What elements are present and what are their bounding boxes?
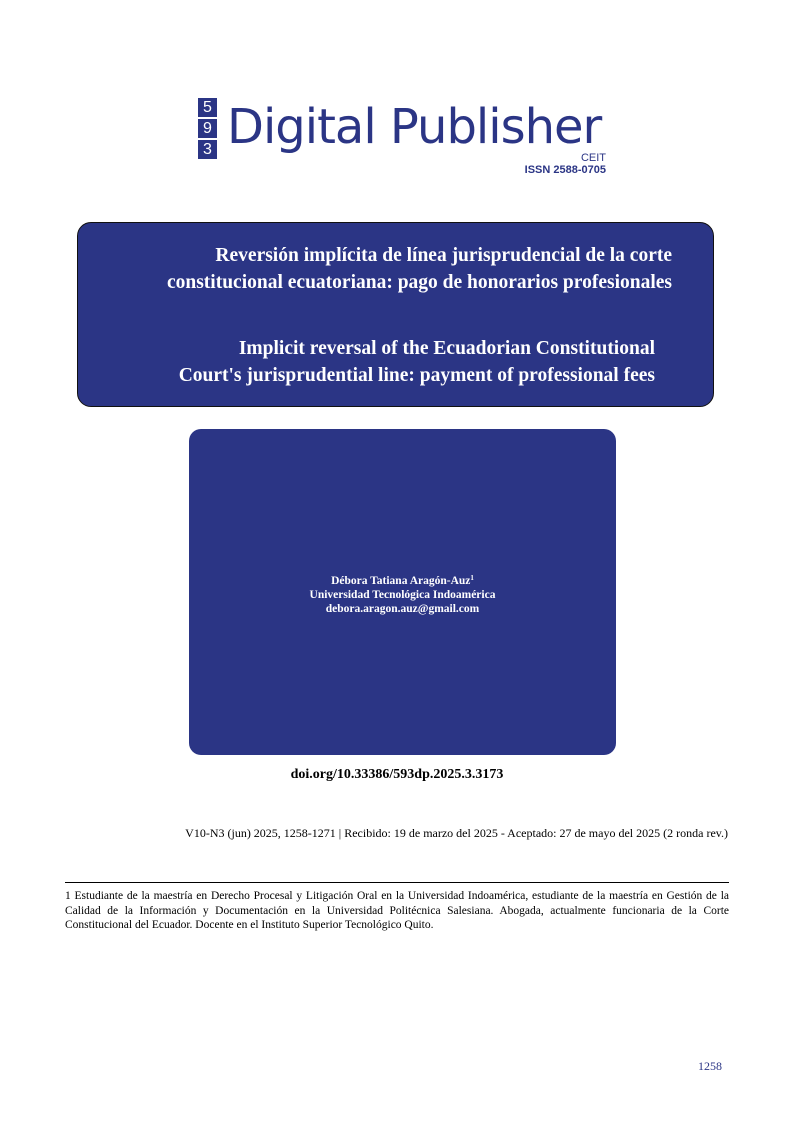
title-english-line-1: Implicit reversal of the Ecuadorian Constitutional [238,338,655,359]
logo-digit: 9 [198,119,217,138]
footnote-divider [65,882,729,883]
title-spanish [72,242,672,296]
author-box [189,429,616,755]
author-affiliation: Universidad Tecnológica Indoamérica [309,589,496,601]
logo-wordmark: Digital Publisher [227,99,602,155]
logo-issn: ISSN 2588-0705 [524,164,606,176]
publication-meta: V10-N3 (jun) 2025, 1258-1271 | Recibido: 19 de marzo del 2025 - Aceptado: 27 de mayo del 2025 (2 ronda rev.) [185,826,728,840]
logo-digit: 5 [198,98,217,117]
author-footnote-mark: 1 [470,574,474,582]
title-spanish-line-2: constitucional ecuatoriana: pago de honorarios profesionales [166,272,672,293]
logo-subtitle [525,152,606,176]
journal-logo [198,98,618,182]
footnote: 1 Estudiante de la maestría en Derecho Procesal y Litigación Oral en la Universidad Indoamérica, estudiante de la maestría en Gestión de la Calidad de la Información y Documentación en la Universidad Politécnica Salesiana. Abogada, actualmente funcionaria de la Corte Constitucional del Ecuador. Docente en el Instituto Superior Tecnológico Quito. [65,890,729,931]
logo-ceit: CEIT [580,152,606,164]
article-title-box [77,222,714,407]
author-info [189,571,616,616]
title-spanish-line-1: Reversión implícita de línea jurisprudencial de la corte [215,245,672,266]
title-english-line-2: Court's jurisprudential line: payment of professional fees [178,365,655,386]
author-email[interactable]: debora.aragon.auz@gmail.com [325,603,480,615]
doi-link[interactable]: doi.org/10.33386/593dp.2025.3.3173 [290,767,504,782]
logo-digit: 3 [198,140,217,159]
author-name: Débora Tatiana Aragón-Auz$^1$ [331,574,474,587]
title-english [55,335,655,389]
logo-number-stack [198,98,217,161]
page-number: 1258 [698,1059,722,1073]
